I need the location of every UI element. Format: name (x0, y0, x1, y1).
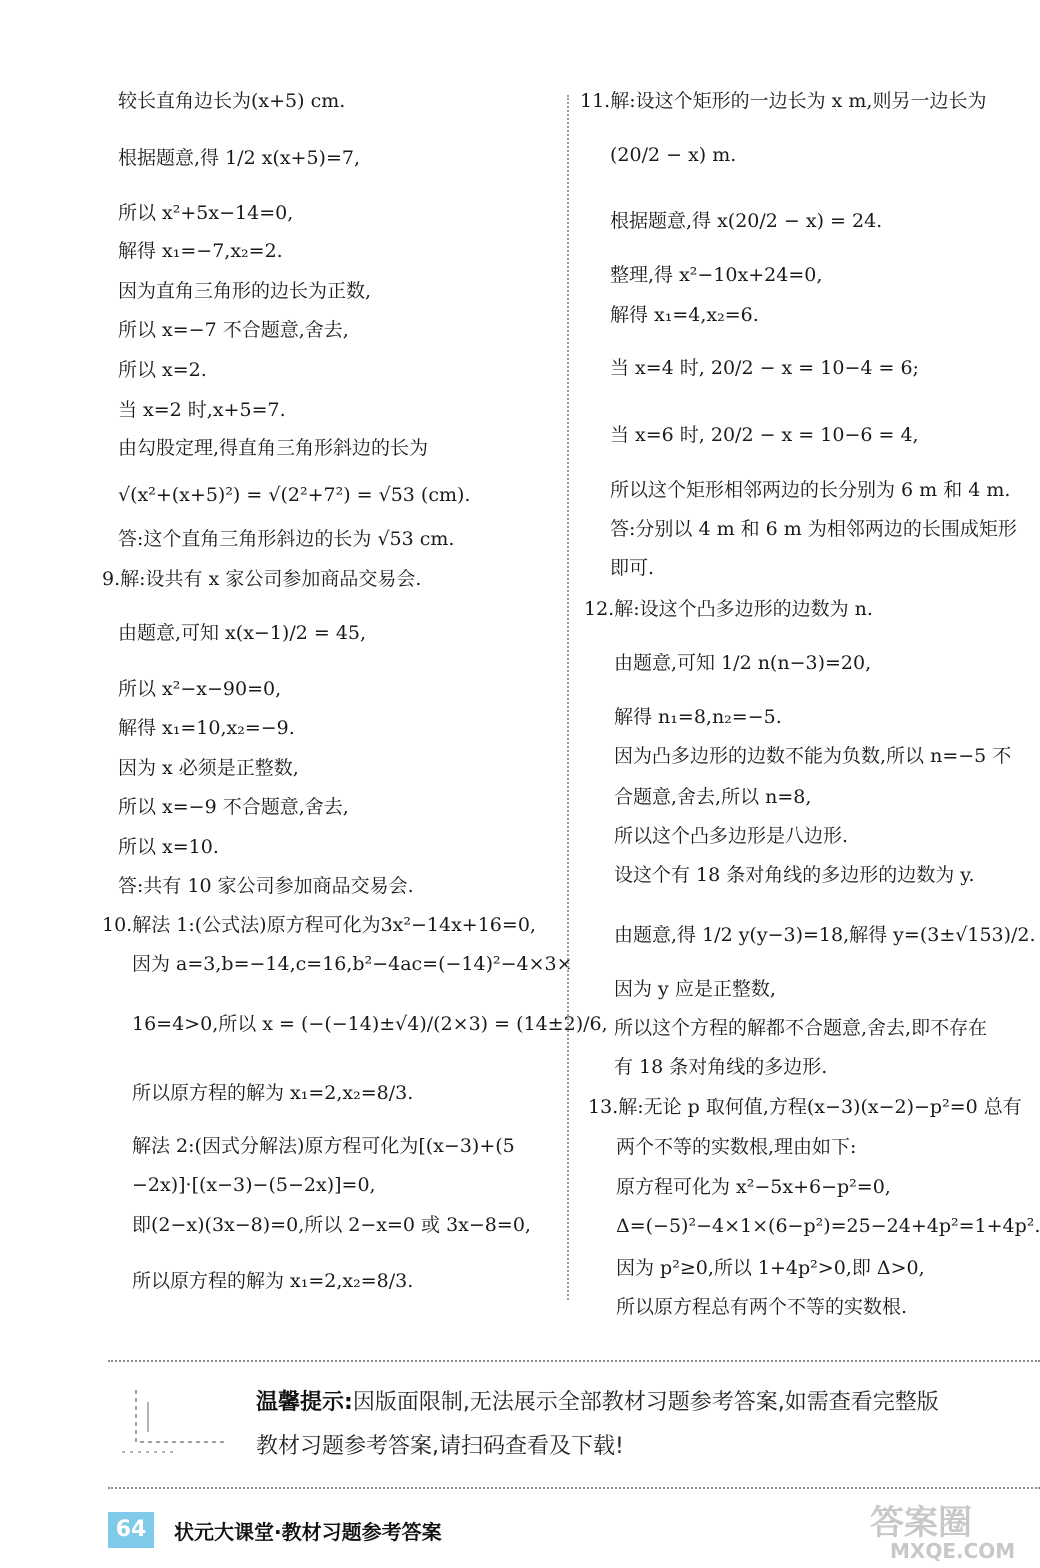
right-line: 所以这个凸多边形是八边形. (614, 825, 849, 847)
left-line: 所以 x²+5x−14=0, (118, 202, 294, 224)
right-line: 因为 y 应是正整数, (614, 978, 776, 1000)
left-line: 16=4>0,所以 x = (−(−14)±√4)/(2×3) = (14±2)/6, (132, 1013, 608, 1035)
left-line: 解法 2:(因式分解法)原方程可化为[(x−3)+(5 (132, 1135, 515, 1157)
right-line: 因为凸多边形的边数不能为负数,所以 n=−5 不 (614, 745, 1012, 767)
left-line: 由题意,可知 x(x−1)/2 = 45, (118, 622, 367, 644)
problem-12-heading: 12.解:设这个凸多边形的边数为 n. (584, 598, 873, 620)
problem-11-heading: 11.解:设这个矩形的一边长为 x m,则另一边长为 (580, 90, 987, 112)
left-line: 答:共有 10 家公司参加商品交易会. (118, 875, 414, 897)
problem-13-heading: 13.解:无论 p 取何值,方程(x−3)(x−2)−p²=0 总有 (588, 1096, 1022, 1118)
right-line: 即可. (610, 557, 655, 579)
right-line: 解得 n₁=8,n₂=−5. (614, 706, 782, 728)
right-line: 所以这个方程的解都不合题意,舍去,即不存在 (614, 1017, 988, 1039)
problem-9-heading: 9.解:设共有 x 家公司参加商品交易会. (102, 568, 422, 590)
right-line: 由题意,得 1/2 y(y−3)=18,解得 y=(3±√153)/2. (614, 924, 1036, 946)
right-line: 两个不等的实数根,理由如下: (616, 1136, 857, 1158)
right-line: 当 x=4 时, 20/2 − x = 10−4 = 6; (610, 357, 919, 379)
left-column (0, 0, 608, 1310)
left-line: 由勾股定理,得直角三角形斜边的长为 (118, 437, 429, 459)
tip-heading: 温馨提示: (256, 1390, 353, 1415)
tip-box (108, 1360, 1040, 1489)
page-number: 64 (108, 1512, 154, 1548)
right-line: 设这个有 18 条对角线的多边形的边数为 y. (614, 864, 975, 886)
left-line: √(x²+(x+5)²) = √(2²+7²) = √53 (cm). (118, 484, 471, 506)
left-line: 所以原方程的解为 x₁=2,x₂=8/3. (132, 1082, 414, 1104)
right-line: 整理,得 x²−10x+24=0, (610, 264, 823, 286)
left-line: 因为直角三角形的边长为正数, (118, 280, 372, 302)
right-line: Δ=(−5)²−4×1×(6−p²)=25−24+4p²=1+4p². (616, 1215, 1040, 1237)
right-line: 根据题意,得 x(20/2 − x) = 24. (610, 210, 883, 232)
left-line: 解得 x₁=−7,x₂=2. (118, 240, 283, 262)
left-line: 所以 x=−9 不合题意,舍去, (118, 796, 349, 818)
footer-title: 状元大课堂·教材习题参考答案 (174, 1520, 442, 1544)
right-line: 所以原方程总有两个不等的实数根. (616, 1296, 908, 1318)
watermark-bottom: MXQE.COM (890, 1539, 1016, 1563)
left-line: 所以 x=−7 不合题意,舍去, (118, 319, 349, 341)
bracket-decoration-icon (118, 1382, 248, 1472)
right-line: 由题意,可知 1/2 n(n−3)=20, (614, 652, 872, 674)
left-line: 因为 a=3,b=−14,c=16,b²−4ac=(−14)²−4×3× (132, 953, 573, 975)
left-line: 根据题意,得 1/2 x(x+5)=7, (118, 147, 361, 169)
left-line: 所以 x=10. (118, 836, 219, 858)
left-line: −2x)]·[(x−3)−(5−2x)]=0, (132, 1174, 376, 1196)
left-line: 所以原方程的解为 x₁=2,x₂=8/3. (132, 1270, 414, 1292)
right-line: 有 18 条对角线的多边形. (614, 1056, 828, 1078)
left-line: 答:这个直角三角形斜边的长为 √53 cm. (118, 528, 455, 550)
right-line: 当 x=6 时, 20/2 − x = 10−6 = 4, (610, 424, 919, 446)
tip-line-2: 教材习题参考答案,请扫码查看及下载! (256, 1434, 624, 1459)
watermark-logo (830, 1485, 1040, 1568)
left-line: 即(2−x)(3x−8)=0,所以 2−x=0 或 3x−8=0, (132, 1214, 531, 1236)
right-line: 解得 x₁=4,x₂=6. (610, 304, 759, 326)
left-line: 当 x=2 时,x+5=7. (118, 399, 286, 421)
watermark-top: 答案圈 (870, 1503, 972, 1543)
page-footer (108, 1512, 708, 1552)
tip-line-1 (256, 1388, 939, 1418)
left-line: 所以 x²−x−90=0, (118, 678, 282, 700)
left-line: 因为 x 必须是正整数, (118, 757, 299, 779)
right-line: 答:分别以 4 m 和 6 m 为相邻两边的长围成矩形 (610, 518, 1017, 540)
left-line: 解得 x₁=10,x₂=−9. (118, 717, 295, 739)
left-line: 所以 x=2. (118, 359, 207, 381)
left-line: 较长直角边长为(x+5) cm. (118, 90, 346, 112)
right-line: 所以这个矩形相邻两边的长分别为 6 m 和 4 m. (610, 479, 1011, 501)
right-line: 因为 p²≥0,所以 1+4p²>0,即 Δ>0, (616, 1257, 925, 1279)
right-line: 合题意,舍去,所以 n=8, (614, 786, 812, 808)
column-divider (567, 95, 569, 1300)
right-line: (20/2 − x) m. (610, 144, 737, 166)
tip-text-1: 因版面限制,无法展示全部教材习题参考答案,如需查看完整版 (352, 1390, 939, 1415)
right-column (572, 0, 1040, 1318)
problem-10-heading: 10.解法 1:(公式法)原方程可化为3x²−14x+16=0, (102, 914, 536, 936)
right-line: 原方程可化为 x²−5x+6−p²=0, (616, 1176, 891, 1198)
